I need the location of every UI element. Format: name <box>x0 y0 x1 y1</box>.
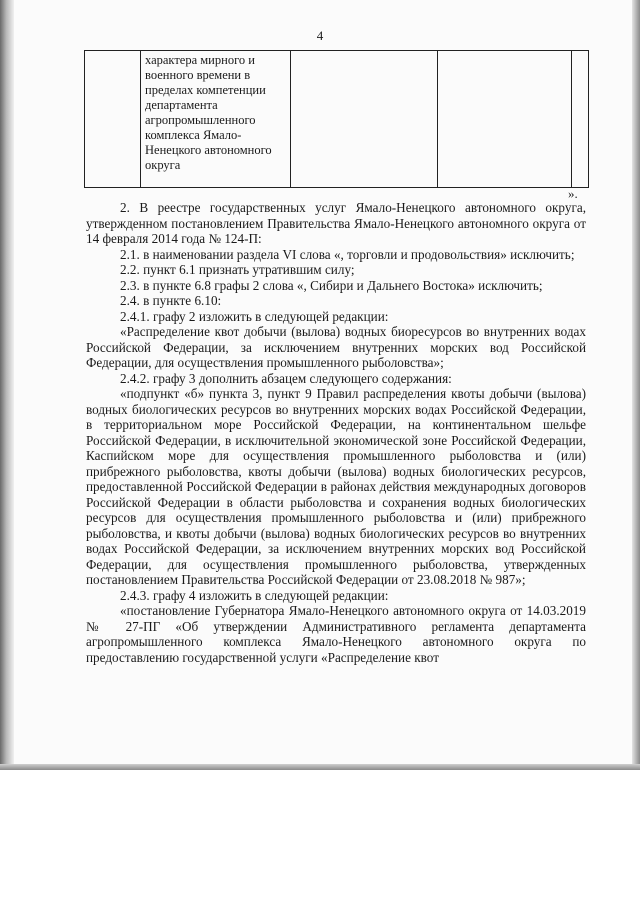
paragraph: 2.3. в пункте 6.8 графы 2 слова «, Сибири и Дальнего Востока» исключить; <box>120 277 543 293</box>
scan-shadow-bottom <box>0 764 640 770</box>
table-cell-empty <box>572 51 589 188</box>
table-cell-empty <box>85 51 141 188</box>
document-body <box>86 200 586 665</box>
paragraph: 2.2. пункт 6.1 признать утратившим силу; <box>120 262 355 277</box>
paragraph: «подпункт «б» пункта 3, пункт 9 Правил распределения квоты добычи (вылова) водных биологических ресурсов во внутренних морских водах Российской Федерации, в территориальном море Российской Федерации, на континентальном шельфе Российской Федерации, в исключительной экономической зоне Российской Федерации, Каспийском море для осуществления промышленного рыболовства и (или) прибрежного рыболовства, квоты добычи (вылова) водных биологических ресурсов, предоставленной Российской Федерации в районах действия международных договоров Российской Федерации в области рыболовства и сохранения водных биологических ресурсов для осуществления промышленного рыболовства и (или) прибрежного рыболовства, и квоты добычи (вылова) водных биологических ресурсов во внутренних водах Российской Федерации, за исключением внутренних морских вод Российской Федерации, для осуществления промышленного рыболовства, утвержденных постановлением Правительства Российской Федерации от 23.08.2018 № 987»; <box>86 386 586 587</box>
table-cell-text: характера мирного и военного времени в пределах компетенции департамента агропромышленного комплекса Ямало-Ненецкого автономного округа <box>145 53 272 172</box>
scan-shadow-left <box>0 0 14 770</box>
paragraph: «Распределение квот добычи (вылова) водных биоресурсов во внутренних водах Российской Федерации, за исключением внутренних морских вод Российской Федерации, для осуществления промышленного рыболовства»; <box>86 324 586 370</box>
paragraph: 2.4.2. графу 3 дополнить абзацем следующего содержания: <box>120 370 452 386</box>
paragraph: 2.4.1. графу 2 изложить в следующей редакции: <box>120 308 389 324</box>
page-number: 4 <box>316 28 324 43</box>
paragraph: 2.4.3. графу 4 изложить в следующей редакции: <box>120 587 389 603</box>
table-cell-empty <box>291 51 438 188</box>
table-row <box>85 51 589 188</box>
table-continuation <box>84 50 589 188</box>
closing-quote-mark: ». <box>568 186 578 201</box>
paragraph: «постановление Губернатора Ямало-Ненецкого автономного округа от 14.03.2019 № 27-ПГ «Об утверждении Административного регламента департамента агропромышленного комплекса Ямало-Ненецкого автономного округа по предоставлению государственной услуги «Распределение квот <box>86 603 586 665</box>
paragraph: 2.1. в наименовании раздела VI слова «, торговли и продовольствия» исключить; <box>120 246 575 262</box>
paragraph: 2. В реестре государственных услуг Ямало-Ненецкого автономного округа, утвержденном постановлением Правительства Ямало-Ненецкого автономного округа от 14 февраля 2014 года № 124-П: <box>86 200 586 246</box>
scan-shadow-right <box>632 0 640 770</box>
table-cell-empty <box>438 51 572 188</box>
table-cell-name <box>141 51 291 188</box>
paragraph: 2.4. в пункте 6.10: <box>120 293 222 308</box>
